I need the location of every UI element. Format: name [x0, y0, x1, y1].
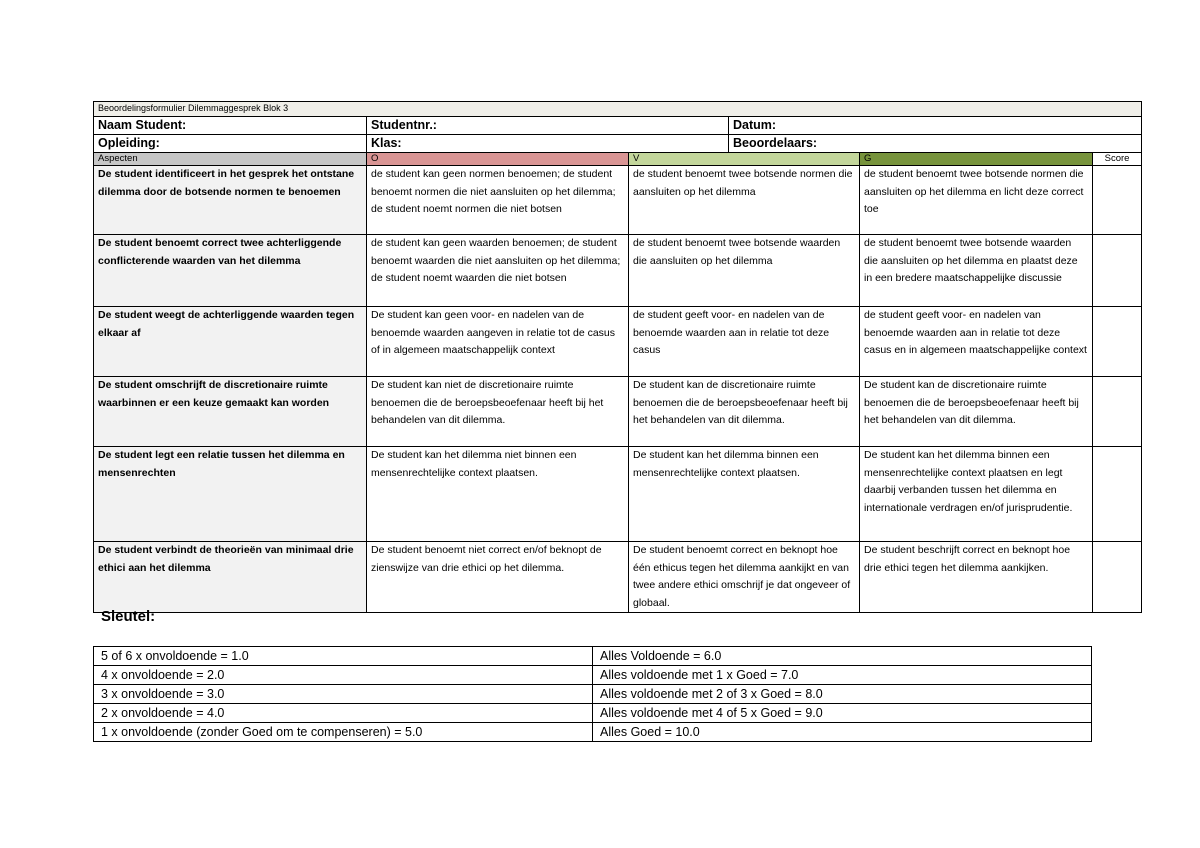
criterion-o-cell: De student benoemt niet correct en/of beknopt de zienswijze van drie ethici op het dilemma.: [367, 542, 629, 613]
key-title: Sleutel:: [101, 608, 156, 625]
criterion-v-cell: De student benoemt correct en beknopt hoe één ethicus tegen het dilemma aankijkt en van twee andere ethici omschrijf je dat ongeveer of globaal.: [629, 542, 860, 613]
key-row: [94, 666, 1092, 685]
criterion-g-cell: de student geeft voor- en nadelen van benoemde waarden aan in relatie tot deze casus en in algemeen maatschappelijke context: [860, 307, 1093, 377]
criterion-v-cell: De student kan het dilemma binnen een mensenrechtelijke context plaatsen.: [629, 447, 860, 542]
form-title-row: [94, 102, 1142, 117]
criterion-v-cell: de student geeft voor- en nadelen van de benoemde waarden aan in relatie tot deze casus: [629, 307, 860, 377]
program-info-row: [94, 135, 1142, 153]
criterion-g-cell: de student benoemt twee botsende normen die aansluiten op het dilemma en licht deze correct toe: [860, 166, 1093, 235]
criterion-o-cell: de student kan geen normen benoemen; de student benoemt normen die niet aansluiten op het dilemma; de student noemt normen die niet botsen: [367, 166, 629, 235]
student-name-field[interactable]: Naam Student:: [94, 117, 367, 135]
key-row: [94, 704, 1092, 723]
criterion-o-cell: de student kan geen waarden benoemen; de student benoemt waarden die niet aansluiten op het dilemma; de student noemt waarden die niet botsen: [367, 235, 629, 307]
criterion-row: [94, 377, 1142, 447]
grade-key-table: [93, 646, 1092, 742]
aspect-cell: De student identificeert in het gesprek het ontstane dilemma door de botsende normen te benoemen: [94, 166, 367, 235]
score-cell[interactable]: [1093, 542, 1142, 613]
score-cell[interactable]: [1093, 307, 1142, 377]
good-header: G: [860, 153, 1093, 166]
key-right-cell: Alles Voldoende = 6.0: [593, 647, 1092, 666]
criterion-v-cell: de student benoemt twee botsende normen die aansluiten op het dilemma: [629, 166, 860, 235]
criterion-row: [94, 235, 1142, 307]
criterion-g-cell: De student kan het dilemma binnen een mensenrechtelijke context plaatsen en legt daarbij verbanden tussen het dilemma en internationale verdragen en/of jurisprudentie.: [860, 447, 1093, 542]
program-field[interactable]: Opleiding:: [94, 135, 367, 153]
score-cell[interactable]: [1093, 447, 1142, 542]
key-right-cell: Alles voldoende met 2 of 3 x Goed = 8.0: [593, 685, 1092, 704]
assessment-form-table: [93, 101, 1142, 613]
criterion-row: [94, 307, 1142, 377]
criterion-v-cell: de student benoemt twee botsende waarden die aansluiten op het dilemma: [629, 235, 860, 307]
assessors-field[interactable]: Beoordelaars:: [729, 135, 1142, 153]
aspect-cell: De student weegt de achterliggende waarden tegen elkaar af: [94, 307, 367, 377]
criterion-g-cell: De student kan de discretionaire ruimte benoemen die de beroepsbeoefenaar heeft bij het behandelen van dit dilemma.: [860, 377, 1093, 447]
score-cell[interactable]: [1093, 166, 1142, 235]
form-title: Beoordelingsformulier Dilemmaggesprek Blok 3: [94, 102, 1142, 117]
date-field[interactable]: Datum:: [729, 117, 1142, 135]
key-left-cell: 4 x onvoldoende = 2.0: [94, 666, 593, 685]
score-header: Score: [1093, 153, 1142, 166]
criterion-o-cell: De student kan geen voor- en nadelen van de benoemde waarden aangeven in relatie tot de casus of in algemeen maatschappelijk context: [367, 307, 629, 377]
insufficient-header: O: [367, 153, 629, 166]
sufficient-header: V: [629, 153, 860, 166]
aspects-header: Aspecten: [94, 153, 367, 166]
criterion-o-cell: De student kan niet de discretionaire ruimte benoemen die de beroepsbeoefenaar heeft bij het behandelen van dit dilemma.: [367, 377, 629, 447]
criterion-row: [94, 447, 1142, 542]
key-row: [94, 723, 1092, 742]
criterion-o-cell: De student kan het dilemma niet binnen een mensenrechtelijke context plaatsen.: [367, 447, 629, 542]
key-left-cell: 2 x onvoldoende = 4.0: [94, 704, 593, 723]
score-cell[interactable]: [1093, 235, 1142, 307]
class-field[interactable]: Klas:: [367, 135, 729, 153]
criterion-v-cell: De student kan de discretionaire ruimte benoemen die de beroepsbeoefenaar heeft bij het behandelen van dit dilemma.: [629, 377, 860, 447]
key-row: [94, 647, 1092, 666]
aspect-cell: De student verbindt de theorieën van minimaal drie ethici aan het dilemma: [94, 542, 367, 613]
criterion-row: [94, 542, 1142, 613]
student-number-field[interactable]: Studentnr.:: [367, 117, 729, 135]
criterion-g-cell: De student beschrijft correct en beknopt hoe drie ethici tegen het dilemma aankijken.: [860, 542, 1093, 613]
key-right-cell: Alles voldoende met 1 x Goed = 7.0: [593, 666, 1092, 685]
aspect-cell: De student omschrijft de discretionaire ruimte waarbinnen er een keuze gemaakt kan worden: [94, 377, 367, 447]
student-info-row: [94, 117, 1142, 135]
key-left-cell: 5 of 6 x onvoldoende = 1.0: [94, 647, 593, 666]
key-left-cell: 3 x onvoldoende = 3.0: [94, 685, 593, 704]
key-right-cell: Alles Goed = 10.0: [593, 723, 1092, 742]
category-header-row: [94, 153, 1142, 166]
score-cell[interactable]: [1093, 377, 1142, 447]
key-left-cell: 1 x onvoldoende (zonder Goed om te compenseren) = 5.0: [94, 723, 593, 742]
criterion-row: [94, 166, 1142, 235]
key-row: [94, 685, 1092, 704]
criterion-g-cell: de student benoemt twee botsende waarden die aansluiten op het dilemma en plaatst deze in een bredere maatschappelijke discussie: [860, 235, 1093, 307]
key-right-cell: Alles voldoende met 4 of 5 x Goed = 9.0: [593, 704, 1092, 723]
aspect-cell: De student benoemt correct twee achterliggende conflicterende waarden van het dilemma: [94, 235, 367, 307]
aspect-cell: De student legt een relatie tussen het dilemma en mensenrechten: [94, 447, 367, 542]
